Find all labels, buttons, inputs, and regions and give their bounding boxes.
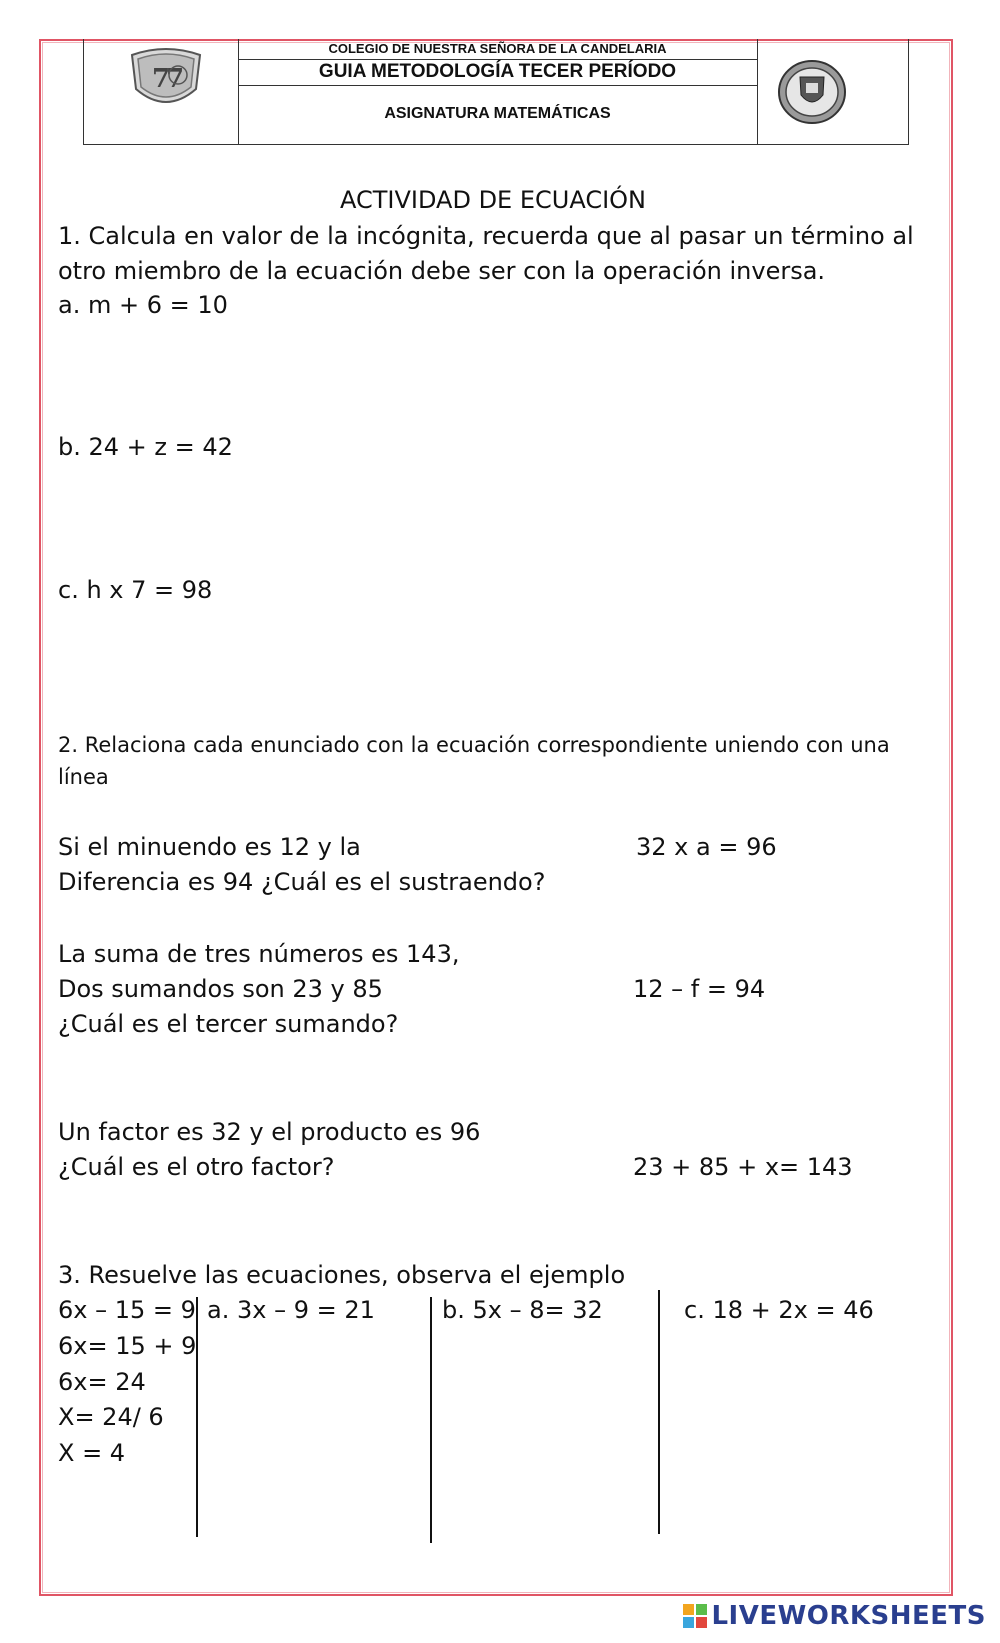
q1-item-a: a. m + 6 = 10 xyxy=(58,291,228,319)
q2-equation-1: 32 x a = 96 xyxy=(636,833,777,861)
subject-name: ASIGNATURA MATEMÁTICAS xyxy=(384,105,611,122)
q2-equation-2: 12 – f = 94 xyxy=(633,975,766,1003)
liveworksheets-logo-icon xyxy=(683,1604,707,1628)
q2-statement-1-line-1: Si el minuendo es 12 y la xyxy=(58,833,361,861)
q2-statement-1-line-2: Diferencia es 94 ¿Cuál es el sustraendo? xyxy=(58,868,546,896)
q1-item-b: b. 24 + z = 42 xyxy=(58,433,233,461)
q1-item-c: c. h x 7 = 98 xyxy=(58,576,213,604)
activity-title: ACTIVIDAD DE ECUACIÓN xyxy=(340,186,647,214)
liveworksheets-brand: LIVEWORKSHEETS xyxy=(711,1601,986,1631)
q2-statement-3-line-2: ¿Cuál es el otro factor? xyxy=(58,1153,335,1181)
q3-example-line-5: X = 4 xyxy=(58,1439,126,1467)
q2-line-2: línea xyxy=(58,765,109,789)
q2-statement-3-line-1: Un factor es 32 y el producto es 96 xyxy=(58,1118,481,1146)
q3-item-b: b. 5x – 8= 32 xyxy=(442,1296,603,1324)
school-name: COLEGIO DE NUESTRA SEÑORA DE LA CANDELARIA xyxy=(328,41,667,56)
q3-example-line-3: 6x= 24 xyxy=(58,1368,146,1396)
q1-line-1: 1. Calcula en valor de la incógnita, recuerda que al pasar un término al xyxy=(58,222,914,250)
header-divider-right xyxy=(757,39,758,144)
q3-divider-3 xyxy=(658,1290,660,1534)
school-crest-icon xyxy=(126,45,206,111)
liveworksheets-footer[interactable] xyxy=(683,1598,986,1634)
q3-divider-1 xyxy=(196,1297,198,1537)
q2-statement-2-line-2: Dos sumandos son 23 y 85 xyxy=(58,975,383,1003)
q3-example-line-2: 6x= 15 + 9 xyxy=(58,1332,197,1360)
q3-title: 3. Resuelve las ecuaciones, observa el ejemplo xyxy=(58,1261,626,1289)
school-seal-icon xyxy=(776,59,848,125)
header-row-line-2 xyxy=(238,85,757,86)
q3-divider-2 xyxy=(430,1297,432,1543)
svg-text:7: 7 xyxy=(152,64,171,94)
q2-equation-3: 23 + 85 + x= 143 xyxy=(633,1153,853,1181)
guide-title: GUIA METODOLOGÍA TECER PERÍODO xyxy=(318,61,677,82)
q3-example-line-1: 6x – 15 = 9 xyxy=(58,1296,196,1324)
q2-statement-2-line-1: La suma de tres números es 143, xyxy=(58,940,460,968)
svg-text:7: 7 xyxy=(166,64,185,94)
q3-example-line-4: X= 24/ 6 xyxy=(58,1403,164,1431)
q3-item-a: a. 3x – 9 = 21 xyxy=(207,1296,375,1324)
q2-line-1: 2. Relaciona cada enunciado con la ecuación correspondiente uniendo con una xyxy=(58,733,890,757)
q2-statement-2-line-3: ¿Cuál es el tercer sumando? xyxy=(58,1010,399,1038)
q1-line-2: otro miembro de la ecuación debe ser con la operación inversa. xyxy=(58,257,826,285)
q3-item-c: c. 18 + 2x = 46 xyxy=(684,1296,874,1324)
header-table xyxy=(83,39,909,145)
header-row-line-1 xyxy=(238,59,757,60)
